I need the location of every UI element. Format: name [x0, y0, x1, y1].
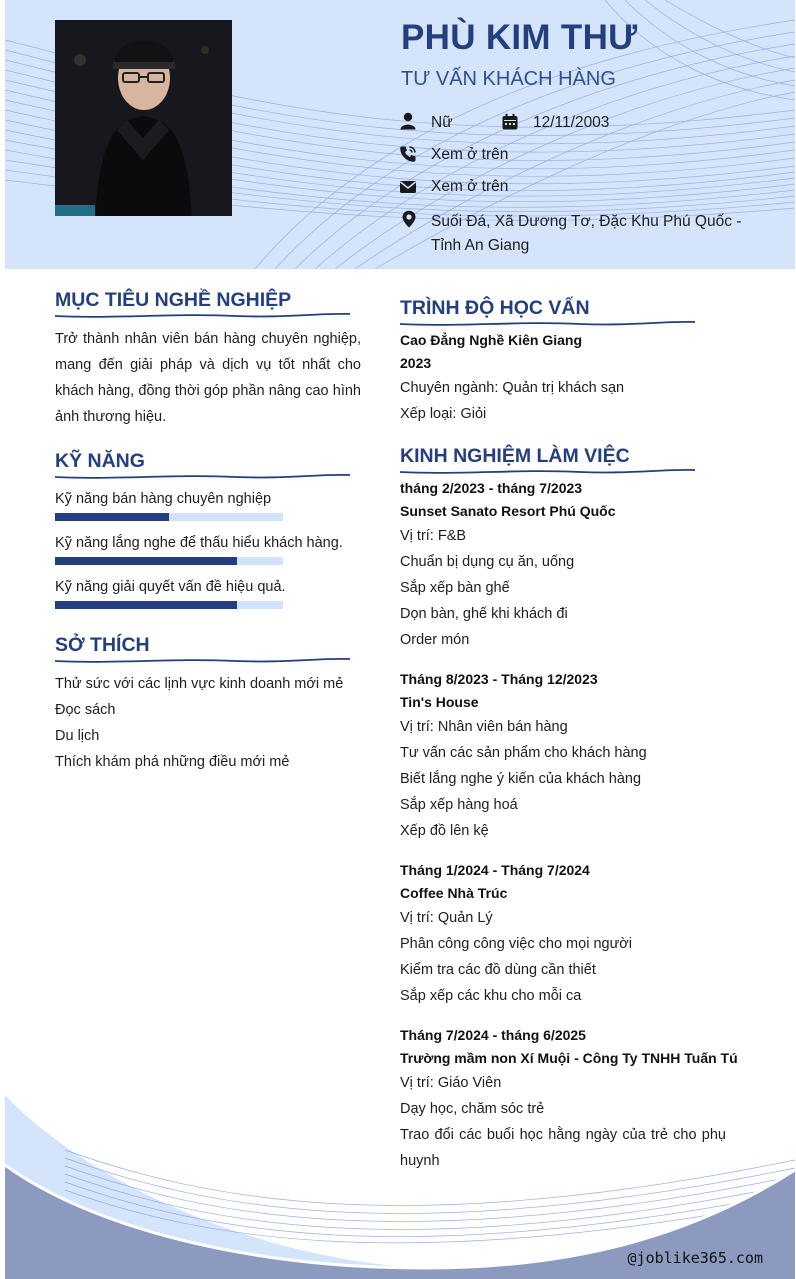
hobbies-list — [55, 671, 343, 775]
job-detail: Order món — [400, 632, 470, 648]
job-detail: Biết lắng nghe ý kiến của khách hàng — [400, 771, 642, 787]
skills-title: KỸ NĂNG — [55, 450, 145, 472]
job-company: Coffee Nhà Trúc — [400, 885, 508, 901]
job-period: Tháng 1/2024 - Tháng 7/2024 — [400, 862, 590, 878]
skill-bar — [55, 601, 283, 609]
job-detail: Vị trí: Quản Lý — [400, 910, 493, 926]
education-details — [400, 375, 624, 427]
hobbies-underline — [55, 655, 350, 665]
hobbies-title: SỞ THÍCH — [55, 634, 150, 656]
education-title: TRÌNH ĐỘ HỌC VẤN — [400, 297, 590, 319]
skill-bar — [55, 513, 283, 521]
job-details — [400, 523, 574, 653]
job-detail: Vị trí: Giáo Viên — [400, 1075, 502, 1091]
hobby-item: Du lịch — [55, 728, 100, 744]
skill-label: Kỹ năng lắng nghe để thấu hiểu khách hàng. — [55, 535, 343, 551]
envelope-icon — [399, 178, 417, 196]
phone-icon — [399, 145, 417, 163]
location-pin-icon — [400, 210, 418, 228]
job-detail: Dọn bàn, ghế khi khách đi — [400, 606, 568, 622]
job-details — [400, 905, 632, 1009]
calendar-icon — [501, 113, 519, 131]
job-detail: Phân công công việc cho mọi người — [400, 936, 633, 952]
skill-label: Kỹ năng giải quyết vấn đề hiệu quả. — [55, 579, 286, 595]
phone-value: Xem ở trên — [431, 146, 509, 163]
education-school: Cao Đẳng Nghề Kiên Giang — [400, 332, 583, 348]
experience-title: KINH NGHIỆM LÀM VIỆC — [400, 445, 630, 467]
job-detail: Tư vấn các sản phẩm cho khách hàng — [400, 745, 647, 761]
job-period: Tháng 7/2024 - tháng 6/2025 — [400, 1027, 586, 1043]
skill-bar — [55, 557, 283, 565]
person-silhouette-icon — [55, 20, 232, 216]
job-detail: Vị trí: F&B — [400, 528, 467, 544]
job-period: Tháng 8/2023 - Tháng 12/2023 — [400, 671, 598, 687]
job-details — [400, 714, 647, 844]
skill-bar-fill — [55, 601, 237, 609]
job-detail: Sắp xếp bàn ghế — [400, 580, 510, 596]
birthdate-value: 12/11/2003 — [533, 114, 610, 131]
job-detail: Vị trí: Nhân viên bán hàng — [400, 719, 568, 735]
address-value: Suối Đá, Xã Dương Tơ, Đặc Khu Phú Quốc - Tỉnh An Giang — [431, 213, 742, 254]
gender-value: Nữ — [431, 114, 453, 131]
hobby-item: Đọc sách — [55, 702, 116, 718]
job-company: Trường mầm non Xí Muội - Công Ty TNHH Tuấn Tú — [400, 1050, 738, 1066]
education-grade: Xếp loại: Giỏi — [400, 406, 487, 422]
job-details — [400, 1070, 726, 1174]
education-year: 2023 — [400, 355, 432, 371]
objective-title: MỤC TIÊU NGHỀ NGHIỆP — [55, 289, 292, 311]
skill-label: Kỹ năng bán hàng chuyên nghiệp — [55, 491, 272, 507]
candidate-name: PHÙ KIM THƯ — [401, 18, 638, 57]
job-detail: Kiểm tra các đồ dùng cần thiết — [400, 962, 596, 978]
job-detail: Sắp xếp các khu cho mỗi ca — [400, 988, 582, 1004]
job-period: tháng 2/2023 - tháng 7/2023 — [400, 480, 583, 496]
header — [5, 0, 795, 269]
cv-page — [5, 0, 795, 1279]
profile-photo — [55, 20, 232, 216]
job-detail: Sắp xếp hàng hoá — [400, 797, 518, 813]
email-value: Xem ở trên — [431, 178, 509, 195]
job-detail: Xếp đồ lên kệ — [400, 823, 489, 839]
job-detail: Trao đổi các buổi học hằng ngày của trẻ cho phụ huynh — [400, 1127, 726, 1169]
job-company: Sunset Sanato Resort Phú Quốc — [400, 503, 616, 519]
job-detail: Chuẩn bị dụng cụ ăn, uống — [400, 554, 575, 570]
hobby-item: Thích khám phá những điều mới mẻ — [55, 754, 290, 770]
experience-underline — [400, 466, 695, 476]
education-major: Chuyên ngành: Quản trị khách sạn — [400, 380, 625, 396]
skill-bar-fill — [55, 557, 237, 565]
objective-text: Trở thành nhân viên bán hàng chuyên nghiệp, mang đến giải pháp và dịch vụ tốt nhất cho khách hàng, đồng thời góp phần nâng cao hình ảnh thương hiệu. — [55, 331, 361, 425]
education-underline — [400, 318, 695, 328]
hobby-item: Thử sức với các lịnh vực kinh doanh mới mẻ — [55, 676, 344, 692]
candidate-role: TƯ VẤN KHÁCH HÀNG — [401, 68, 616, 90]
job-company: Tin's House — [400, 694, 479, 710]
objective-underline — [55, 310, 350, 320]
job-detail: Dạy học, chăm sóc trẻ — [400, 1101, 545, 1117]
skills-underline — [55, 471, 350, 481]
watermark: @joblike365.com — [627, 1249, 763, 1267]
person-icon — [399, 112, 417, 130]
skill-bar-fill — [55, 513, 169, 521]
